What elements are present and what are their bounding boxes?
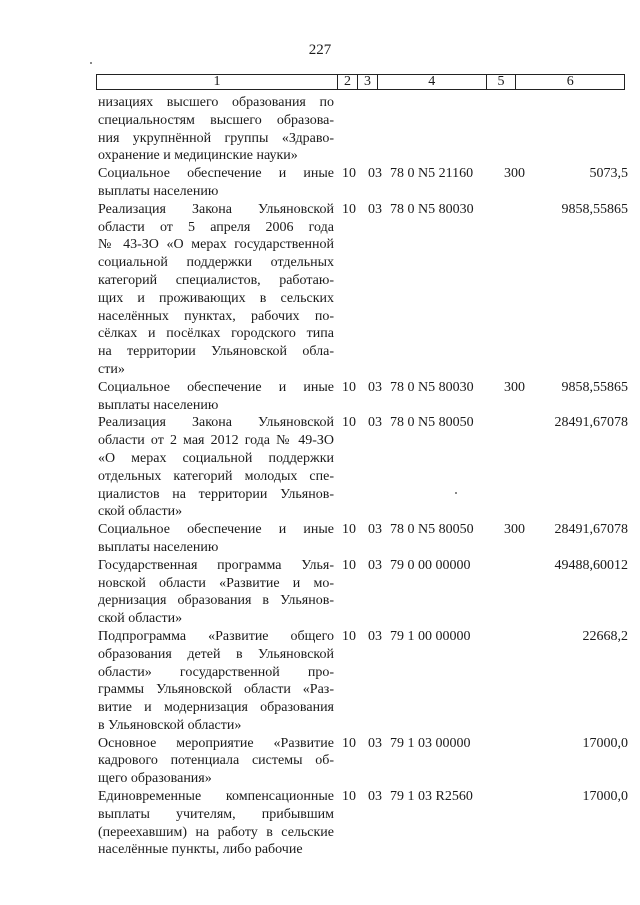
row-kvr: 300 [504, 166, 525, 182]
row-csr: 79 1 03 R2560 [390, 789, 473, 805]
row-name-line: щих и проживающих в сельских [98, 290, 334, 306]
row-section: 10 [342, 789, 356, 805]
table-row [98, 735, 628, 788]
row-name-line: щего образования» [98, 771, 212, 787]
row-name-line: отдельных категорий молодых спе- [98, 468, 334, 484]
row-name-line: области от 2 мая 2012 года № 49-ЗО [98, 433, 334, 449]
row-name-line: социальной поддержки отдельных [98, 255, 334, 271]
row-name-line: Основное мероприятие «Развитие [98, 735, 334, 751]
row-name-line: Единовременные компенсационные [98, 789, 334, 805]
row-sum: 28491,67078 [554, 415, 628, 431]
row-name-line: образования детей в Ульяновской [98, 646, 334, 662]
row-name-line: специальностям высшего образова- [98, 112, 334, 128]
row-name-line: граммы Ульяновской области «Раз- [98, 682, 334, 698]
row-name [98, 379, 334, 415]
row-name-line: Реализация Закона Ульяновской [98, 415, 334, 431]
page-number: 227 [308, 42, 332, 58]
header-col-2: 2 [338, 75, 358, 89]
header-col-4: 4 [378, 75, 487, 89]
row-name-line: охранение и медицинские науки» [98, 148, 298, 164]
row-name-line: населённые пункты, либо рабочие [98, 842, 303, 858]
row-section: 10 [342, 379, 356, 395]
row-kvr: 300 [504, 379, 525, 395]
row-subsection: 03 [368, 789, 382, 805]
row-kvr [504, 735, 532, 753]
row-name-line: выплаты населению [98, 539, 219, 555]
row-name-line: категорий специалистов, работаю- [98, 272, 334, 288]
row-name-line: низациях высшего образования по [98, 95, 334, 110]
row-subsection: 03 [368, 522, 382, 538]
table-row [98, 201, 628, 379]
row-sum: 22668,2 [582, 628, 628, 644]
row-csr: 78 0 N5 80030 [390, 201, 474, 217]
row-csr: 79 1 00 00000 [390, 628, 471, 644]
row-name-line: «О мерах социальной поддержки [98, 450, 334, 466]
row-name-line: Социальное обеспечение и иные [98, 166, 334, 182]
row-kvr [504, 628, 532, 646]
row-kvr [504, 414, 532, 432]
row-name [98, 521, 334, 557]
row-name-line: ской области» [98, 611, 183, 627]
table-row [98, 788, 628, 859]
row-name [98, 165, 334, 201]
row-name [98, 414, 334, 521]
row-name [98, 735, 334, 788]
row-section: 10 [342, 557, 356, 573]
scan-speck [90, 62, 92, 64]
row-name [98, 94, 334, 165]
row-name [98, 201, 334, 379]
row-name [98, 788, 334, 859]
row-name-line: (переехавшим) на работу в сельские [98, 824, 334, 840]
row-sum: 17000,0 [582, 789, 628, 805]
table-row [98, 379, 628, 415]
row-subsection: 03 [368, 379, 382, 395]
row-name-line: витие и модернизация образования [98, 700, 334, 716]
row-name-line: выплаты учителям, прибывшим [98, 806, 334, 822]
header-col-3: 3 [358, 75, 378, 89]
table-body [98, 94, 628, 859]
row-sum: 49488,60012 [554, 557, 628, 573]
row-name-line: на территории Ульяновской обла- [98, 344, 334, 360]
row-name-line: Подпрограмма «Развитие общего [98, 628, 334, 644]
row-name-line: сти» [98, 361, 125, 377]
row-subsection: 03 [368, 557, 382, 573]
row-sum: 17000,0 [582, 735, 628, 751]
row-section: 10 [342, 201, 356, 217]
row-name-line: области» государственной про- [98, 664, 334, 680]
row-kvr: 300 [504, 522, 525, 538]
row-csr: 78 0 N5 80050 [390, 415, 474, 431]
row-name [98, 557, 334, 628]
row-subsection: 03 [368, 166, 382, 182]
row-sum: 5073,5 [589, 166, 628, 182]
row-section: 10 [342, 522, 356, 538]
row-section: 10 [342, 166, 356, 182]
row-kvr [504, 788, 532, 806]
table-row [98, 414, 628, 521]
row-name [98, 628, 334, 735]
row-name-line: населённых пунктах, рабочих по- [98, 308, 334, 324]
row-kvr [504, 557, 532, 575]
row-subsection: 03 [368, 201, 382, 217]
row-section: 10 [342, 415, 356, 431]
row-name-line: № 43-ЗО «О мерах государственной [98, 237, 334, 253]
row-name-line: ской области» [98, 504, 183, 520]
row-sum: 9858,55865 [561, 379, 628, 395]
scan-speck [455, 492, 457, 494]
row-name-line: сёлках и посёлках городского типа [98, 326, 334, 342]
table-row [98, 557, 628, 628]
table-row [98, 94, 628, 165]
row-section: 10 [342, 628, 356, 644]
row-name-line: кадрового потенциала системы об- [98, 753, 334, 769]
header-col-1: 1 [97, 75, 338, 89]
row-kvr [504, 201, 532, 219]
row-sum: 9858,55865 [561, 201, 628, 217]
row-name-line: Реализация Закона Ульяновской [98, 201, 334, 217]
row-csr: 78 0 N5 80050 [390, 522, 474, 538]
table-row [98, 165, 628, 201]
table-row [98, 628, 628, 735]
row-name-line: выплаты населению [98, 397, 219, 413]
row-name-line: дернизация образования в Ульянов- [98, 593, 334, 609]
header-col-5: 5 [487, 75, 517, 89]
table-row [98, 521, 628, 557]
row-csr: 79 1 03 00000 [390, 735, 471, 751]
row-name-line: ния укрупнённой группы «Здраво- [98, 130, 334, 146]
row-name-line: Социальное обеспечение и иные [98, 522, 334, 538]
row-csr: 79 0 00 00000 [390, 557, 471, 573]
row-name-line: в Ульяновской области» [98, 717, 242, 733]
row-subsection: 03 [368, 415, 382, 431]
header-col-6: 6 [566, 74, 574, 89]
row-name-line: циалистов на территории Ульянов- [98, 486, 334, 502]
row-name-line: области от 5 апреля 2006 года [98, 219, 334, 235]
row-csr: 78 0 N5 80030 [390, 379, 474, 395]
row-sum: 28491,67078 [554, 522, 628, 538]
row-name-line: выплаты населению [98, 183, 219, 199]
row-name-line: Социальное обеспечение и иные [98, 379, 334, 395]
row-csr: 78 0 N5 21160 [390, 166, 474, 182]
row-name-line: Государственная программа Улья- [98, 557, 334, 573]
row-subsection: 03 [368, 628, 382, 644]
table-header [96, 74, 625, 90]
row-subsection: 03 [368, 735, 382, 751]
row-name-line: новской области «Развитие и мо- [98, 575, 334, 591]
row-section: 10 [342, 735, 356, 751]
